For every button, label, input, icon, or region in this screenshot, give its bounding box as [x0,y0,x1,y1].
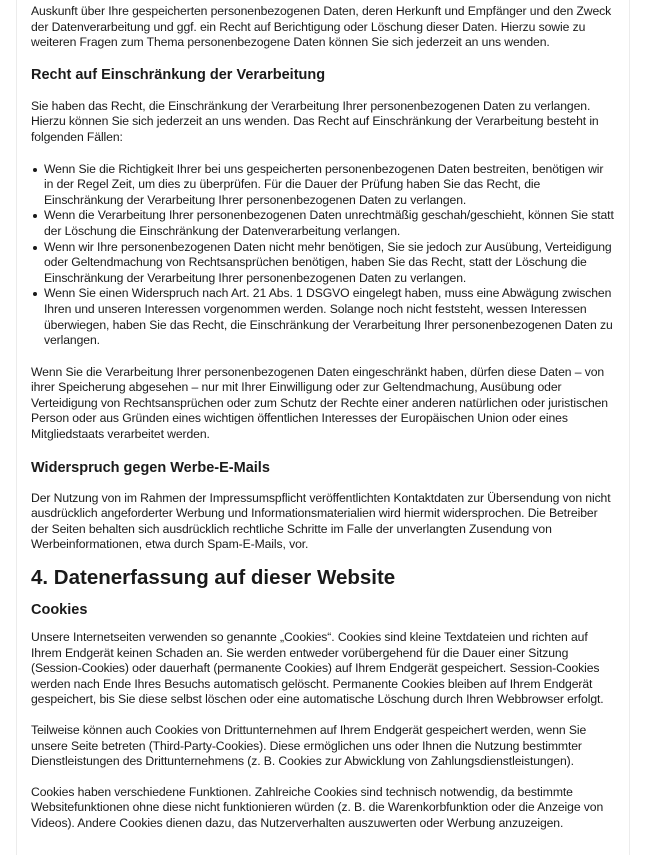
bullet-icon [33,214,37,218]
heading-ads-objection: Widerspruch gegen Werbe-E-Mails [31,459,270,476]
bullet-icon [33,292,37,296]
list-item: Wenn Sie die Richtigkeit Ihrer bei uns gespeicherten personenbezogenen Daten bestreiten, benötigen wir in der Regel Zeit, um dies zu überprüfen. Für die Dauer der Prüfung haben Sie das Recht, die Einschränkung der Verarbeitung Ihrer personenbezogenen Daten zu verlangen. [31,162,615,209]
list-item: Wenn die Verarbeitung Ihrer personenbezogenen Daten unrechtmäßig geschah/geschieht, können Sie statt der Löschung die Einschränkung der Datenverarbeitung verlangen. [31,208,615,239]
bullet-icon [33,168,37,172]
heading-restriction: Recht auf Einschränkung der Verarbeitung [31,66,326,83]
paragraph-restriction-outro: Wenn Sie die Verarbeitung Ihrer personenbezogenen Daten eingeschränkt haben, dürfen diese Daten – von ihrer Speicherung abgesehen – nur mit Ihrer Einwilligung oder zur Geltendmachung, Ausübung oder Verteidigung von Rechtsansprüchen oder zum Schutz der Rechte einer anderen natürlichen oder juristischen Person oder aus Gründen eines wichtigen öffentlichen Interesses der Europäischen Union oder eines Mitgliedstaats verarbeitet werden. [31,364,608,442]
restriction-bullet-list [31,162,615,349]
bullet-icon [33,246,37,250]
paragraph-ads-objection: Der Nutzung von im Rahmen der Impressumspflicht veröffentlichten Kontaktdaten zur Übersendung von nicht ausdrücklich angeforderter Werbung und Informationsmaterialien wird hiermit widersprochen. Die Betreiber der Seiten behalten sich ausdrücklich rechtliche Schritte im Falle der unverlangten Zusendung von Werbeinformationen, etwa durch Spam-E-Mails, vor. [31,490,611,552]
paragraph-rights-info: Auskunft über Ihre gespeicherten personenbezogenen Daten, deren Herkunft und Empfänger und den Zweck der Datenverarbeitung und ggf. ein Recht auf Berichtigung oder Löschung dieser Daten. Hierzu sowie zu weiteren Fragen zum Thema personenbezogene Daten können Sie sich jederzeit an uns wenden. [31,4,612,50]
document-page [16,0,630,855]
paragraph-cookies-3: Cookies haben verschiedene Funktionen. Zahlreiche Cookies sind technisch notwendig, da bestimmte Websitefunktionen ohne diese nicht funktionieren würden (z. B. die Warenkorbfunktion oder die Anzeige von Videos). Andere Cookies dienen dazu, das Nutzerverhalten auszuwerten oder Werbung anzuzeigen. [31,784,604,830]
paragraph-restriction-intro: Sie haben das Recht, die Einschränkung der Verarbeitung Ihrer personenbezogenen Daten zu verlangen. Hierzu können Sie sich jederzeit an uns wenden. Das Recht auf Einschränkung der Verarbeitung besteht in folgenden Fällen: [31,98,599,144]
paragraph-cookies-2: Teilweise können auch Cookies von Drittunternehmen auf Ihrem Endgerät gespeichert werden, wenn Sie unsere Seite betreten (Third-Party-Cookies). Diese ermöglichen uns oder Ihnen die Nutzung bestimmter Dienstleistungen des Drittunternehmens (z. B. Cookies zur Abwicklung von Zahlungsdienstleistungen). [31,723,587,769]
paragraph-cookies-1: Unsere Internetseiten verwenden so genannte „Cookies“. Cookies sind kleine Textdateien und richten auf Ihrem Endgerät keinen Schaden an. Sie werden entweder vorübergehend für die Dauer einer Sitzung (Session-Cookies) oder dauerhaft (permanente Cookies) auf Ihrem Endgerät gespeichert. Session-Cookies werden nach Ende Ihres Besuchs automatisch gelöscht. Permanente Cookies bleiben auf Ihrem Endgerät gespeichert, bis Sie diese selbst löschen oder eine automatische Löschung durch Ihren Webbrowser erfolgt. [31,630,604,707]
list-item: Wenn wir Ihre personenbezogenen Daten nicht mehr benötigen, Sie sie jedoch zur Ausübung, Verteidigung oder Geltendmachung von Rechtsansprüchen benötigen, haben Sie das Recht, statt der Löschung die Einschränkung der Verarbeitung Ihrer personenbezogenen Daten zu verlangen. [31,240,615,287]
section-heading: 4. Datenerfassung auf dieser Website [31,566,396,590]
list-item: Wenn Sie einen Widerspruch nach Art. 21 Abs. 1 DSGVO eingelegt haben, muss eine Abwägung zwischen Ihren und unseren Interessen vorgenommen werden. Solange noch nicht feststeht, wessen Interessen überwiegen, haben Sie das Recht, die Einschränkung der Verarbeitung Ihrer personenbezogenen Daten zu verlangen. [31,286,615,348]
heading-cookies: Cookies [31,602,88,619]
